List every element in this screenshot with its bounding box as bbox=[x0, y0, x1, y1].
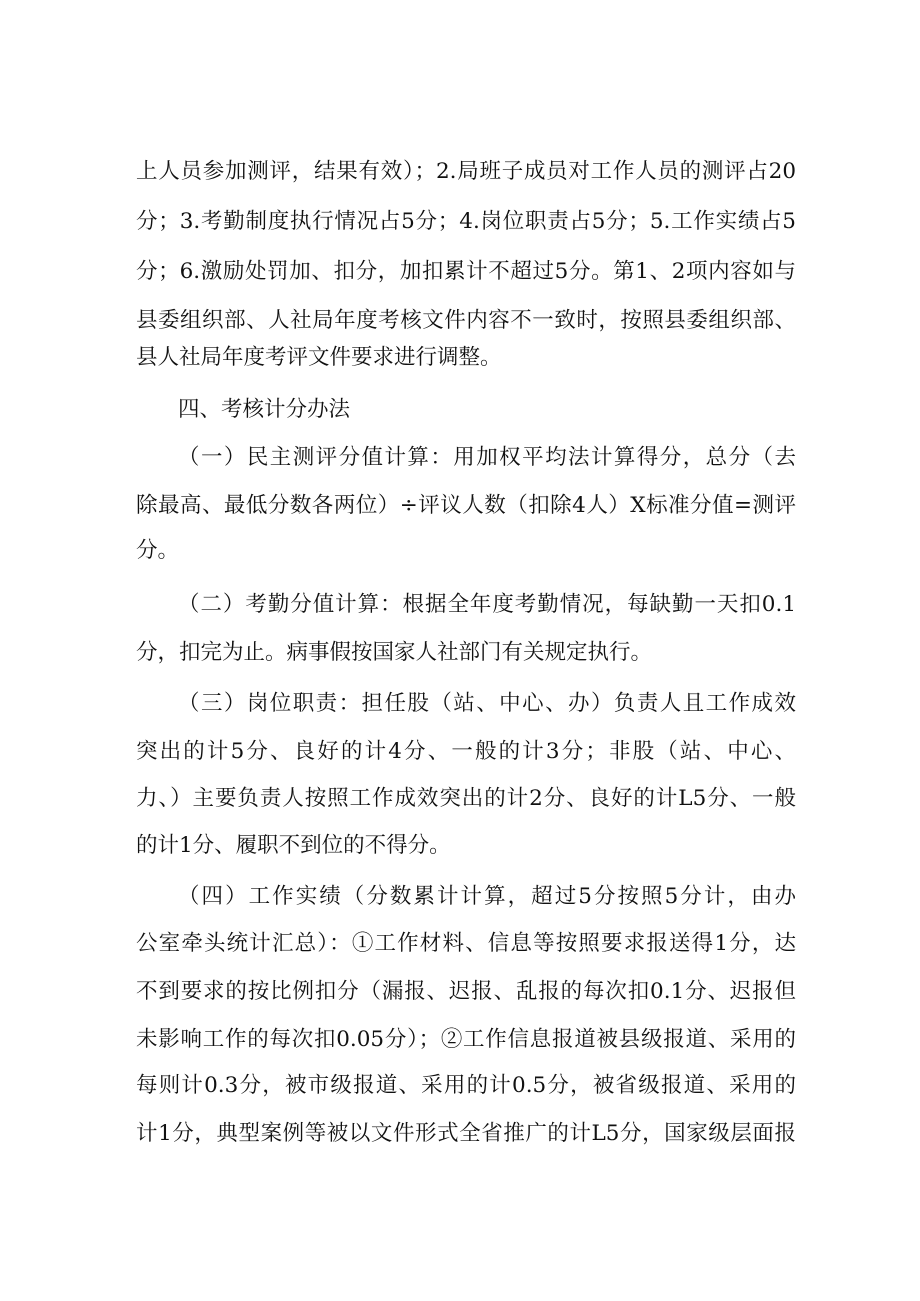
section-heading: 四、考核计分办法 bbox=[178, 397, 351, 422]
paragraph-line: 县委组织部、人社局年度考核文件内容不一致时，按照县委组织部、 bbox=[136, 308, 796, 333]
item-4-line: 未影响工作的每次扣0.05分）；②工作信息报道被县级报道、采用的 bbox=[136, 1027, 796, 1052]
item-2-line: 分，扣完为止。病事假按国家人社部门有关规定执行。 bbox=[136, 640, 653, 665]
item-4-line: 不到要求的按比例扣分（漏报、迟报、乱报的每次扣0.1分、迟报但 bbox=[136, 979, 796, 1004]
item-3-line: 力、）主要负责人按照工作成效突出的计2分、良好的计L5分、一般 bbox=[136, 786, 796, 811]
paragraph-line: 分；6.激励处罚加、扣分，加扣累计不超过5分。第1、2项内容如与 bbox=[136, 259, 796, 284]
item-3-line: 的计1分、履职不到位的不得分。 bbox=[136, 833, 451, 858]
item-4-line: 计1分，典型案例等被以文件形式全省推广的计L5分，国家级层面报 bbox=[136, 1121, 796, 1146]
item-4-line: 公室牵头统计汇总）：①工作材料、信息等按照要求报送得1分，达 bbox=[136, 931, 796, 956]
item-4-line: 每则计0.3分，被市级报道、采用的计0.5分，被省级报道、采用的 bbox=[136, 1073, 796, 1098]
item-1-line: 除最高、最低分数各两位）÷评议人数（扣除4人）X标准分值=测评 bbox=[136, 493, 796, 518]
item-4-line: （四）工作实绩（分数累计计算，超过5分按照5分计，由办 bbox=[178, 884, 796, 909]
paragraph-line: 分；3.考勤制度执行情况占5分；4.岗位职责占5分；5.工作实绩占5 bbox=[136, 209, 796, 234]
item-1-line: （一）民主测评分值计算：用加权平均法计算得分，总分（去 bbox=[178, 445, 796, 470]
item-3-line: （三）岗位职责：担任股（站、中心、办）负责人且工作成效 bbox=[178, 691, 796, 716]
paragraph-line: 县人社局年度考评文件要求进行调整。 bbox=[136, 345, 502, 370]
item-2-line: （二）考勤分值计算：根据全年度考勤情况，每缺勤一天扣0.1 bbox=[178, 592, 796, 617]
item-1-line: 分。 bbox=[136, 538, 180, 563]
item-3-line: 突出的计5分、良好的计4分、一般的计3分；非股（站、中心、 bbox=[136, 739, 796, 764]
paragraph-line: 上人员参加测评，结果有效）；2.局班子成员对工作人员的测评占20 bbox=[136, 159, 796, 184]
